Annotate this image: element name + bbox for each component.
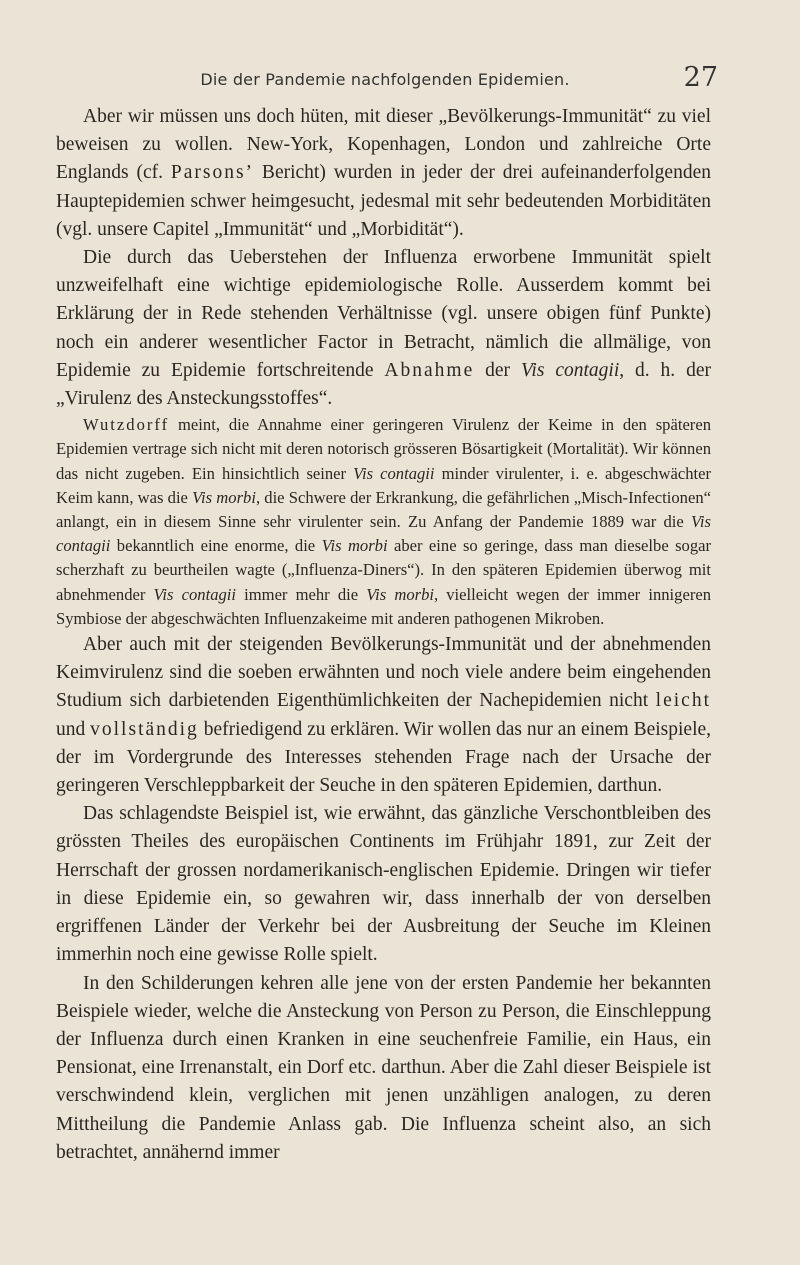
running-header [60, 62, 718, 98]
italic-term: Vis contagii [153, 584, 237, 604]
paragraph-4 [56, 631, 711, 800]
text-run: Aber wir müssen uns doch hüten, mit dieser „Bevölkerungs-Immunität“ zu viel beweisen zu wollen. New-York, Kopenhagen, London und zahlreiche Orte Englands (cf. [56, 106, 711, 184]
page-number: 27 [683, 62, 718, 93]
spaced-emphasis: leicht [655, 690, 711, 712]
spaced-emphasis: vollständig [90, 718, 199, 740]
text-run: befriedigend zu erklären. Wir wollen das nur an einem Beispiele, der im Vordergrunde des Interesses stehenden Frage nach der Ursache der geringeren Verschleppbarkeit der Seuche in den späteren Epidemien, darthun. [56, 718, 712, 797]
running-title: Die der Pandemie nachfolgenden Epidemien. [200, 70, 570, 89]
text-run: meint, die Annahme einer geringeren Virulenz der Keime in den späteren Epidemien vertrage sich nicht mit deren notorisch grösseren Bösartigkeit (Mortalität). Wir können das nicht zugeben. Ein hinsichtlich seiner [56, 415, 711, 483]
text-run: der [474, 359, 521, 381]
italic-term: Vis morbi [321, 536, 388, 556]
text-run: und [56, 718, 91, 740]
text-run: immer mehr die [236, 584, 367, 604]
paragraph-5 [56, 800, 711, 969]
paragraph-2 [56, 244, 711, 413]
italic-term: Vis contagii [520, 359, 620, 381]
italic-term: Vis contagii [353, 463, 435, 483]
spaced-emphasis: Wutzdorff [83, 415, 170, 435]
text-run: aber eine so geringe, dass man dieselbe sogar scherzhaft zu beurtheilen wagte („Influenza-Diners“). In den späteren Epidemien überwog mit abnehmender [56, 536, 712, 604]
text-run: Bericht) wurden in jeder der drei aufeinanderfolgenden Hauptepidemien schwer heimgesucht, jedesmal mit sehr bedeutenden Morbiditäten (vgl. unsere Capitel „Immunität“ und „Morbidität“). [56, 162, 711, 240]
text-run: , d. h. der „Virulenz des Ansteckungsstoffes“. [56, 359, 711, 410]
text-run: , die Schwere der Erkrankung, die gefährlichen „Misch-Infectionen“ anlangt, ein in diesem Sinne sehr virulenter sein. Zu Anfang der Pandemie 1889 war die [56, 487, 711, 532]
text-run: Das schlagendste Beispiel ist, wie erwähnt, das gänzliche Verschontbleiben des grössten Theiles des europäischen Continents im Frühjahr 1891, zur Zeit der Herrschaft der grossen nordamerikanisch-englischen Epidemie. Dringen wir tiefer in diese Epidemie ein, so gewahren wir, dass innerhalb der von derselben ergriffenen Länder der Verkehr bei der Ausbreitung der Seuche im Kleinen immerhin noch eine gewisse Rolle spielt. [56, 803, 711, 966]
spaced-emphasis: Abnahme [384, 359, 475, 381]
text-run: minder virulenter, i. e. abgeschwächter Keim kann, was die [56, 463, 711, 507]
italic-term: Vis contagii [56, 512, 711, 556]
text-run: Aber auch mit der steigenden Bevölkerungs-Immunität und der abnehmenden Keimvirulenz sind die soeben erwähnten und noch viele andere beim eingehenden Studium sich darbietenden Eigenthümlichkeiten der Nachepidemien nicht [56, 634, 711, 712]
body-text [56, 103, 711, 1167]
text-run: Die durch das Ueberstehen der Influenza erworbene Immunität spielt unzweifelhaft eine wichtige epidemiologische Rolle. Ausserdem kommt bei Erklärung der in Rede stehenden Verhältnisse (vgl. unsere obigen fünf Punkte) noch ein anderer wesentlicher Factor in Betracht, nämlich die allmälige, von Epidemie zu Epidemie fortschreitende [56, 247, 711, 381]
text-run: In den Schilderungen kehren alle jene von der ersten Pandemie her bekannten Beispiele wieder, welche die Ansteckung von Person zu Person, die Einschleppung der Influenza durch einen Kranken in eine seuchenfreie Familie, ein Haus, ein Pensionat, eine Irrenanstalt, ein Dorf etc. darthun. Aber die Zahl dieser Beispiele ist verschwindend klein, verglichen mit jenen unzähligen analogen, zu deren Mittheilung die Pandemie Anlass gab. Die Influenza scheint also, an sich betrachtet, annähernd immer [56, 972, 711, 1163]
spaced-emphasis: Parsons’ [170, 162, 255, 184]
italic-term: Vis morbi [192, 487, 256, 507]
text-run: bekanntlich eine enorme, die [110, 536, 322, 556]
italic-term: Vis morbi [366, 584, 434, 604]
paragraph-6 [56, 970, 711, 1167]
paragraph-3-small-print [56, 413, 711, 631]
paragraph-1 [56, 103, 711, 244]
text-run: , vielleicht wegen der immer innigeren Symbiose der abgeschwächten Influenzakeime mit anderen pathogenen Mikroben. [56, 584, 712, 628]
